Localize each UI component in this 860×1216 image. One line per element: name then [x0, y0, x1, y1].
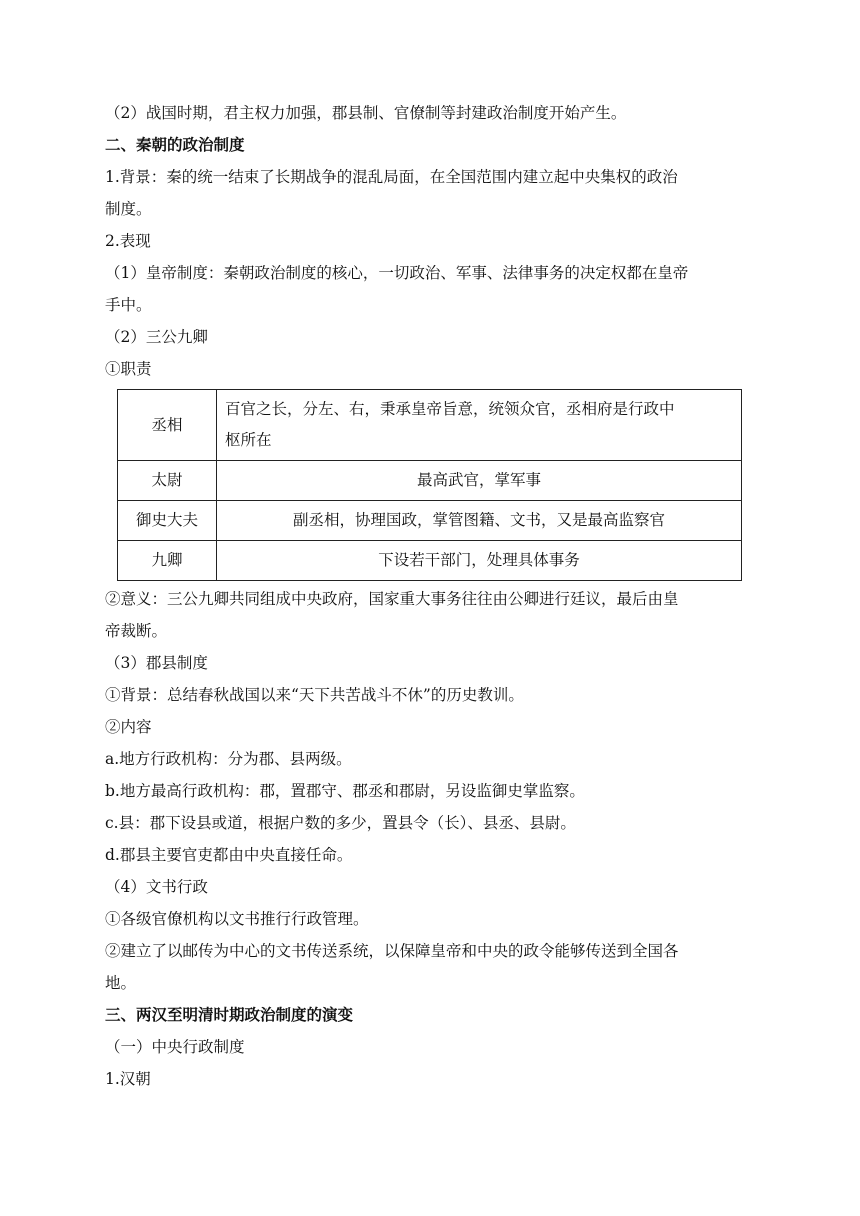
section-heading-qin: 二、秦朝的政治制度: [105, 135, 245, 154]
table-cell-desc-line1: 百官之长，分左、右，秉承皇帝旨意，统领众官，丞相府是行政中: [225, 400, 675, 418]
table-row: [118, 461, 742, 501]
subheading-commandery: （3）郡县制度: [105, 654, 208, 672]
list-item-b: b.地方最高行政机构：郡，置郡守、郡丞和郡尉，另设监御史掌监察。: [105, 782, 585, 800]
paragraph-significance-line2: 帝裁断。: [105, 622, 168, 640]
paragraph-background-line1: 1.背景：秦的统一结束了长期战争的混乱局面，在全国范围内建立起中央集权的政治: [105, 168, 678, 186]
list-item-c: c.县：郡下设县或道，根据户数的多少，置县令（长）、县丞、县尉。: [105, 814, 576, 832]
subheading-duties: ①职责: [105, 360, 152, 378]
table-row: [118, 501, 742, 541]
paragraph-commandery-background: ①背景：总结春秋战国以来“天下共苦战斗不休”的历史教训。: [105, 686, 524, 704]
paragraph-document-2-line2: 地。: [105, 974, 137, 992]
table-cell-role: 御史大夫: [118, 501, 217, 541]
table-cell-role: 九卿: [118, 541, 217, 581]
section-heading-evolution: 三、两汉至明清时期政治制度的演变: [105, 1005, 354, 1024]
subheading-han: 1.汉朝: [105, 1070, 151, 1088]
table-cell-desc-line2: 枢所在: [225, 431, 272, 449]
paragraph-background-line2: 制度。: [105, 200, 152, 218]
paragraph-document-1: ①各级官僚机构以文书推行行政管理。: [105, 910, 369, 928]
paragraph-emperor-line2: 手中。: [105, 296, 152, 314]
paragraph-warring-states: （2）战国时期，君主权力加强，郡县制、官僚制等封建政治制度开始产生。: [105, 104, 627, 122]
table-cell-desc: 副丞相，协理国政，掌管图籍、文书，又是最高监察官: [217, 501, 742, 541]
paragraph-emperor-line1: （1）皇帝制度：秦朝政治制度的核心，一切政治、军事、法律事务的决定权都在皇帝: [105, 264, 689, 282]
subheading-manifestation: 2.表现: [105, 232, 151, 250]
table-cell-role: 丞相: [118, 390, 217, 461]
table-cell-desc: 最高武官，掌军事: [217, 461, 742, 501]
table-cell-desc: [217, 390, 742, 461]
subheading-central-admin: （一）中央行政制度: [105, 1038, 245, 1056]
paragraph-significance-line1: ②意义：三公九卿共同组成中央政府，国家重大事务往往由公卿进行廷议，最后由皇: [105, 590, 679, 608]
table-row: [118, 390, 742, 461]
table-cell-desc: 下设若干部门，处理具体事务: [217, 541, 742, 581]
subheading-three-ministers: （2）三公九卿: [105, 328, 208, 346]
subheading-content: ②内容: [105, 718, 152, 736]
list-item-d: d.郡县主要官吏都由中央直接任命。: [105, 846, 353, 864]
table-row: [118, 541, 742, 581]
subheading-document-admin: （4）文书行政: [105, 878, 208, 896]
duties-table: [117, 389, 742, 581]
list-item-a: a.地方行政机构：分为郡、县两级。: [105, 750, 352, 768]
paragraph-document-2-line1: ②建立了以邮传为中心的文书传送系统，以保障皇帝和中央的政令能够传送到全国各: [105, 942, 679, 960]
table-cell-role: 太尉: [118, 461, 217, 501]
document-page: [105, 97, 760, 1095]
